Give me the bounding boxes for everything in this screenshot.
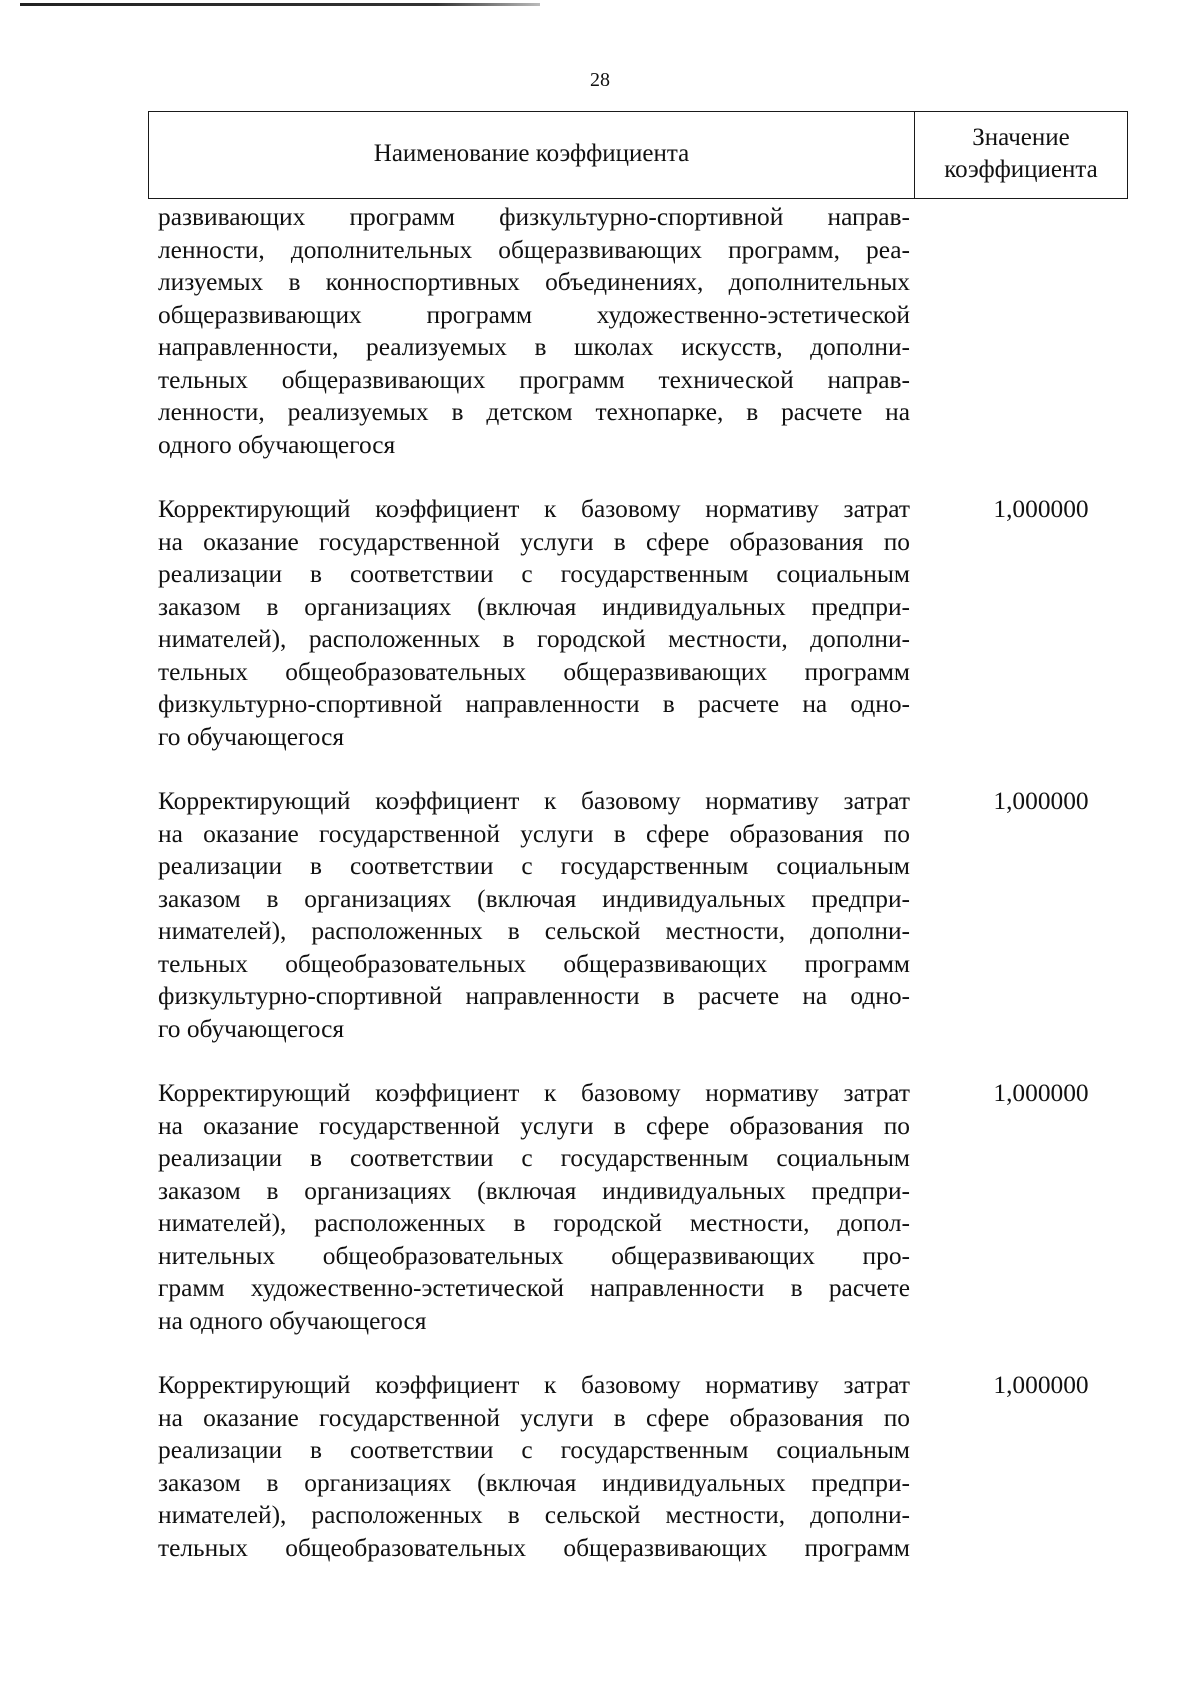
coefficient-name-line: развивающих программ физкультурно-спортивной направ- — [158, 203, 910, 231]
coefficient-name-line: тельных общеобразовательных общеразвивающих программ — [158, 657, 910, 686]
coefficient-name-line: реализации в соответствии с государственным социальным — [158, 1436, 910, 1464]
coefficient-name-line: Корректирующий коэффициент к базовому нормативу затрат — [158, 1079, 910, 1107]
coefficient-name-line: грамм художественно-эстетической направленности в расчете — [158, 1274, 910, 1302]
coefficient-name-line: заказом в организациях (включая индивидуальных предпри- — [158, 884, 910, 913]
coefficient-name-line: нимателей), расположенных в сельской местности, дополни- — [158, 917, 910, 945]
coefficient-name-line: физкультурно-спортивной направленности в расчете на одно- — [158, 690, 910, 718]
coefficient-name-line: го обучающегося — [158, 1014, 345, 1043]
coefficient-value: 1,000000 — [993, 1371, 1089, 1399]
coefficient-name-line: нимателей), расположенных в городской местности, допол- — [158, 1209, 910, 1237]
coefficient-row — [158, 201, 1118, 461]
coefficient-name-line: тельных общеобразовательных общеразвивающих программ — [158, 1533, 910, 1562]
coefficient-name-line: общеразвивающих программ художественно-эстетической — [158, 300, 910, 329]
header-coefficient-value — [915, 112, 1127, 198]
header-value-line1: Значение — [972, 124, 1070, 151]
coefficient-name-line: Корректирующий коэффициент к базовому нормативу затрат — [158, 1371, 910, 1399]
coefficient-name-line: физкультурно-спортивной направленности в расчете на одно- — [158, 982, 910, 1010]
coefficient-name — [158, 785, 910, 1045]
coefficient-name-line: нительных общеобразовательных общеразвивающих про- — [158, 1241, 910, 1270]
coefficient-name-line: ленности, дополнительных общеразвивающих программ, реа- — [158, 235, 910, 264]
coefficient-name-line: Корректирующий коэффициент к базовому нормативу затрат — [158, 495, 910, 523]
coefficient-table-body — [158, 201, 1118, 1564]
coefficient-name-line: реализации в соответствии с государственным социальным — [158, 852, 910, 880]
coefficient-name-line: тельных общеобразовательных общеразвивающих программ — [158, 949, 910, 978]
coefficient-name-line: нимателей), расположенных в городской местности, дополни- — [158, 625, 910, 653]
header-coefficient-name: Наименование коэффициента — [149, 112, 915, 198]
page-number: 28 — [590, 69, 610, 91]
coefficient-name-line: тельных общеразвивающих программ технической направ- — [158, 365, 910, 394]
coefficient-name — [158, 1369, 910, 1564]
coefficient-name-line: ленности, реализуемых в детском технопарке, в расчете на — [158, 398, 910, 426]
coefficient-name-line: Корректирующий коэффициент к базовому нормативу затрат — [158, 787, 910, 815]
coefficient-name-line: на одного обучающегося — [158, 1306, 427, 1335]
coefficient-value: 1,000000 — [993, 495, 1089, 523]
coefficient-row — [158, 493, 1118, 753]
coefficient-name-line: направленности, реализуемых в школах искусств, дополни- — [158, 333, 910, 361]
coefficient-name-line: на оказание государственной услуги в сфере образования по — [158, 527, 910, 556]
coefficient-name-line: реализации в соответствии с государственным социальным — [158, 1144, 910, 1172]
coefficient-row — [158, 1077, 1118, 1337]
coefficient-name-line: лизуемых в конноспортивных объединениях, дополнительных — [158, 268, 910, 296]
coefficient-row — [158, 1369, 1118, 1564]
coefficient-name — [158, 201, 910, 461]
coefficient-name-line: го обучающегося — [158, 722, 345, 751]
coefficient-name — [158, 1077, 910, 1337]
coefficient-name-line: на оказание государственной услуги в сфере образования по — [158, 819, 910, 848]
coefficient-name — [158, 493, 910, 753]
coefficient-name-line: на оказание государственной услуги в сфере образования по — [158, 1403, 910, 1432]
coefficient-name-line: реализации в соответствии с государственным социальным — [158, 560, 910, 588]
table-header — [148, 111, 1128, 199]
top-scan-rule — [20, 3, 540, 6]
coefficient-name-line: заказом в организациях (включая индивидуальных предпри- — [158, 592, 910, 621]
coefficient-name-line: заказом в организациях (включая индивидуальных предпри- — [158, 1176, 910, 1205]
coefficient-value: 1,000000 — [993, 787, 1089, 815]
coefficient-name-line: на оказание государственной услуги в сфере образования по — [158, 1111, 910, 1140]
coefficient-name-line: заказом в организациях (включая индивидуальных предпри- — [158, 1468, 910, 1497]
coefficient-name-line: нимателей), расположенных в сельской местности, дополни- — [158, 1501, 910, 1529]
header-value-line2: коэффициента — [944, 156, 1098, 183]
coefficient-value: 1,000000 — [993, 1079, 1089, 1107]
coefficient-name-line: одного обучающегося — [158, 430, 396, 459]
coefficient-row — [158, 785, 1118, 1045]
